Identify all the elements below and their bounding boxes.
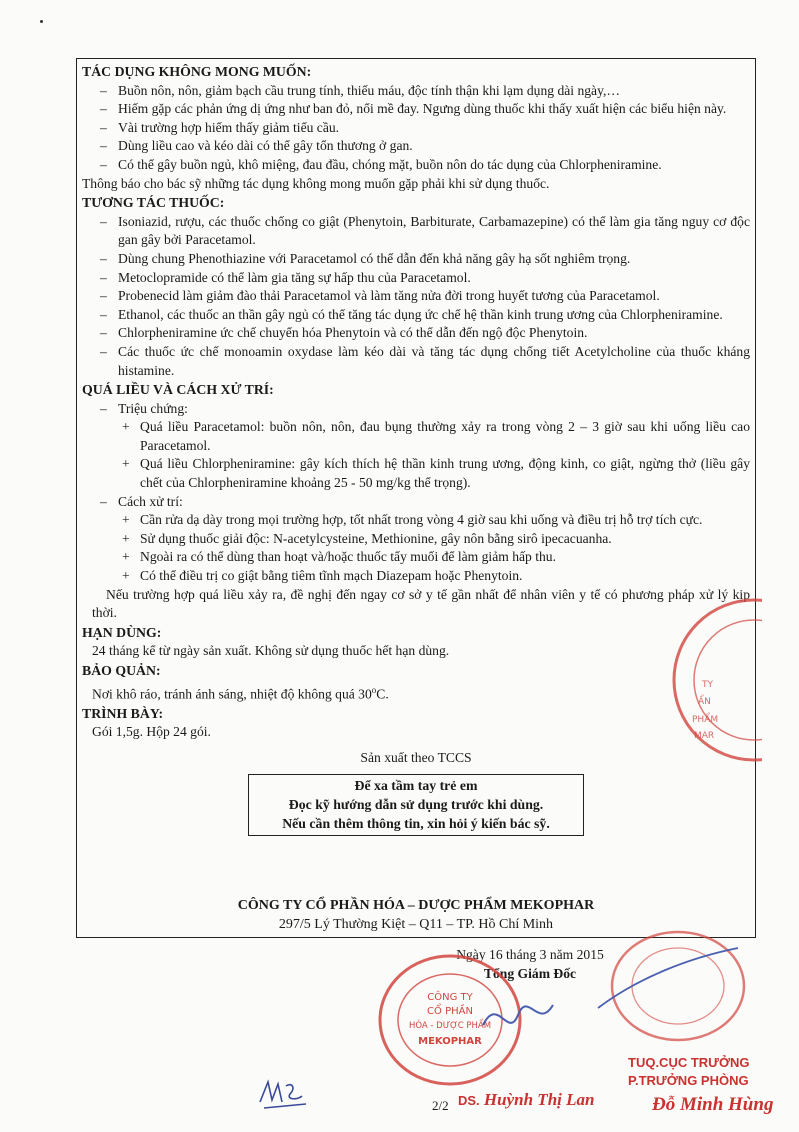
- authority-block: [628, 1054, 750, 1090]
- interaction-item: – Probenecid làm giảm đào thải Paracetamol và làm tăng nửa đời trong huyết tương của Paracetamol.: [82, 287, 750, 306]
- company-stamp-line: HÓA - DƯỢC PHẨM: [408, 1021, 492, 1031]
- storage-heading: BẢO QUẢN:: [82, 663, 161, 678]
- presentation-text: Gói 1,5g. Hộp 24 gói.: [92, 724, 211, 740]
- authority-line: P.TRƯỞNG PHÒNG: [628, 1073, 749, 1088]
- warning-line: Nếu cần thêm thông tin, xin hỏi ý kiến bác sỹ.: [282, 815, 550, 831]
- overdose-treatment-item: + Có thể điều trị co giật bằng tiêm tĩnh mạch Diazepam hoặc Phenytoin.: [82, 567, 750, 586]
- side-effects-heading: TÁC DỤNG KHÔNG MONG MUỐN:: [82, 64, 312, 79]
- interaction-item: – Các thuốc ức chế monoamin oxydase làm kéo dài và tăng tác dụng chống tiết Acetylcholine của thuốc kháng histamine.: [82, 343, 750, 380]
- signoff-title: Tổng Giám Đốc: [483, 966, 577, 981]
- shelf-life-text: 24 tháng kể từ ngày sản xuất. Không sử dụng thuốc hết hạn dùng.: [92, 643, 450, 659]
- handwritten-initials-icon: [256, 1074, 316, 1114]
- authority-line: TUQ.CỤC TRƯỞNG: [628, 1055, 750, 1070]
- side-effect-item: – Dùng liều cao và kéo dài có thể gây tổn thương ở gan.: [82, 137, 750, 156]
- overdose-treatment-label: – Cách xử trí:: [82, 493, 750, 512]
- overdose-symptoms-label: – Triệu chứng:: [82, 400, 750, 419]
- interaction-item: – Isoniazid, rượu, các thuốc chống co giật (Phenytoin, Barbiturate, Carbamazepine) có thể làm gia tăng nguy cơ độc gan gây bởi Paracetamol.: [82, 213, 750, 250]
- authority-stamp-partial-icon: [662, 592, 762, 772]
- overdose-symptom-item: + Quá liều Chlorpheniramine: gây kích thích hệ thần kinh trung ương, động kinh, co giật, ngừng thở (liều gây chết của Chlorpheniramine khoảng 25 - 50 mg/kg thể trọng).: [82, 455, 750, 492]
- signer-prefix: DS.: [458, 1093, 480, 1108]
- leaflet-content: [82, 62, 750, 836]
- interaction-item: – Ethanol, các thuốc an thần gây ngủ có thể tăng tác dụng ức chế hệ thần kinh trung ương của Chlorpheniramine.: [82, 306, 750, 325]
- company-signer: [458, 1090, 594, 1110]
- signature-icon: [478, 985, 558, 1045]
- warning-line: Đọc kỹ hướng dẫn sử dụng trước khi dùng.: [288, 796, 544, 812]
- ministry-stamp-icon: [588, 928, 748, 1048]
- svg-text:MAR: MAR: [694, 731, 715, 741]
- side-effect-item: – Vài trường hợp hiếm thấy giảm tiểu cầu.: [82, 119, 750, 138]
- page-number: 2/2: [432, 1098, 449, 1113]
- interactions-heading: TƯƠNG TÁC THUỐC:: [82, 195, 225, 211]
- interaction-item: – Metoclopramide có thể làm gia tăng sự hấp thu của Paracetamol.: [82, 269, 750, 288]
- company-stamp-line: MEKOPHAR: [418, 1036, 482, 1047]
- company-address: 297/5 Lý Thường Kiệt – Q11 – TP. Hồ Chí Minh: [278, 917, 554, 932]
- signer-name: Huỳnh Thị Lan: [483, 1090, 595, 1109]
- storage-text-unit: C.: [376, 686, 389, 702]
- storage-text: [82, 681, 750, 704]
- overdose-note: Nếu trường hợp quá liều xảy ra, đề nghị đến ngay cơ sở y tế gần nhất để nhân viên y tế có phương pháp xử lý kịp thời.: [92, 586, 750, 621]
- company-stamp-line: CÔNG TY: [427, 992, 473, 1003]
- scan-speck: [40, 20, 43, 23]
- interaction-item: – Chlorpheniramine ức chế chuyển hóa Phenytoin và có thể dẫn đến ngộ độc Phenytoin.: [82, 324, 750, 343]
- interaction-item: – Dùng chung Phenothiazine với Paracetamol có thể dẫn đến khả năng gây hạ sốt nghiêm trọng.: [82, 250, 750, 269]
- svg-text:TY: TY: [702, 680, 713, 690]
- shelf-life-heading: HẠN DÙNG:: [82, 624, 162, 640]
- presentation-heading: TRÌNH BÀY:: [82, 705, 164, 721]
- side-effects-note: Thông báo cho bác sỹ những tác dụng không mong muốn gặp phải khi sử dụng thuốc.: [82, 175, 550, 191]
- degree-sup: o: [371, 684, 377, 695]
- svg-text:ẨN: ẨN: [698, 697, 711, 707]
- overdose-symptom-item: + Quá liều Paracetamol: buồn nôn, nôn, đau bụng thường xảy ra trong vòng 2 – 3 giờ sau khi uống liều cao Paracetamol.: [82, 418, 750, 455]
- warning-line: Để xa tầm tay trẻ em: [354, 777, 478, 793]
- company-stamp-line: CỔ PHẦN: [427, 1006, 473, 1017]
- standard-text: Sản xuất theo TCCS: [360, 749, 472, 765]
- svg-text:PHẨM: PHẨM: [692, 715, 719, 725]
- authority-signer: Đỗ Minh Hùng: [652, 1094, 774, 1115]
- warning-box: [248, 774, 584, 836]
- overdose-heading: QUÁ LIỀU VÀ CÁCH XỬ TRÍ:: [82, 382, 274, 398]
- overdose-treatment-item: + Cần rửa dạ dày trong mọi trường hợp, tốt nhất trong vòng 4 giờ sau khi uống và điều trị hỗ trợ tích cực.: [82, 511, 750, 530]
- overdose-treatment-item: + Sử dụng thuốc giải độc: N-acetylcysteine, Methionine, gây nôn bằng sirô ipecacuanha.: [82, 530, 750, 549]
- storage-text-main: Nơi khô ráo, tránh ánh sáng, nhiệt độ không quá 30: [92, 686, 372, 702]
- side-effect-item: – Buồn nôn, nôn, giảm bạch cầu trung tính, thiếu máu, độc tính thận khi lạm dụng dài ngày,…: [82, 82, 750, 101]
- side-effect-item: – Hiếm gặp các phản ứng dị ứng như ban đỏ, nổi mề đay. Ngưng dùng thuốc khi thấy xuất hiện các biểu hiện này.: [82, 100, 750, 119]
- overdose-treatment-item: + Ngoài ra có thể dùng than hoạt và/hoặc thuốc tẩy muối để làm giảm hấp thu.: [82, 548, 750, 567]
- company-name: CÔNG TY CỔ PHẦN HÓA – DƯỢC PHẨM MEKOPHAR: [237, 898, 595, 913]
- signoff-date: Ngày 16 tháng 3 năm 2015: [456, 947, 604, 962]
- side-effect-item: – Có thể gây buồn ngủ, khô miệng, đau đầu, chóng mặt, buồn nôn do tác dụng của Chlorpheniramine.: [82, 156, 750, 175]
